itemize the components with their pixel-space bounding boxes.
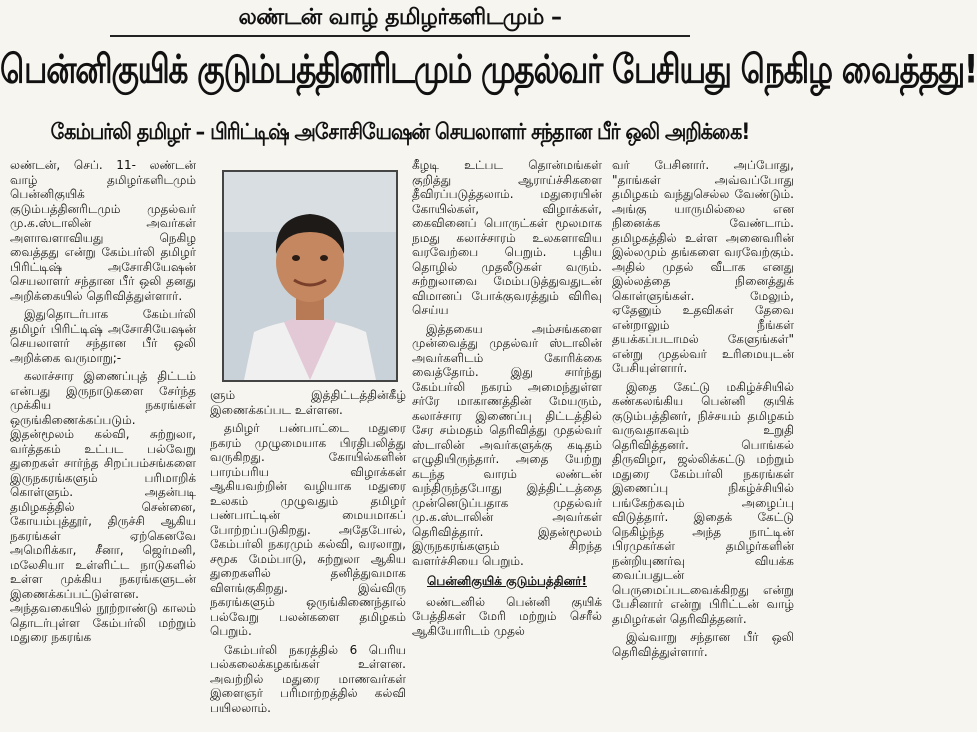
paragraph: கேம்பர்லி நகரத்தில் 6 பெரிய பல்கலைக்கழகங்கள் உள்ளன. அவற்றில் மதுரை மாணவர்கள் இளைஞர் பரிமாற்றத்தில் கல்வி பயிலலாம்.	[210, 642, 406, 715]
portrait-photo	[222, 170, 398, 382]
paragraph: லண்டனில் பென்னி குயிக் பேத்திகள் மேரி மற்றும் செரீல் ஆகியோரிடம் முதல்	[412, 594, 602, 638]
article-column-4	[612, 158, 794, 732]
kicker: லண்டன் வாழ் தமிழர்களிடமும் –	[238, 5, 562, 30]
paragraph: லண்டன், செப். 11- லண்டன் வாழ் தமிழர்களிடமும் பென்னிகுயிக் குடும்பத்தினரிடமும் முதல்வர் மு.க.ஸ்டாலின் அவர்கள் அளாவளாவியது நெகிழ வைத்தது என்று கேம்பர்லி தமிழர் பிரிட்டிஷ் அசோசியேஷன் செயலாளர் சந்தான பீர் ஒலி தனது அறிக்கையில் தெரிவித்துள்ளார்.	[10, 158, 196, 303]
paragraph: இத்தகைய அம்சங்களை முன்வைத்து முதல்வர் ஸ்டாலின் அவர்களிடம் கோரிக்கை வைத்தோம். இது சார்ந்து கேம்பர்லி நகரம் அமைந்துள்ள சர்ரே மாகாணத்தின் மேயரும், கலாச்சார இணைப்பு திட்டத்தில் சேர சம்மதம் தெரிவித்து முதல்வர் ஸ்டாலின் அவர்களுக்கு கடிதம் எழுதியிருந்தார். அதை யேற்று கடந்த வாரம் லண்டன் வந்திருந்தபோது இத்திட்டத்தை முன்னெடுப்பதாக முதல்வர் மு.க.ஸ்டாலின் அவர்கள் தெரிவித்தார். இதன்மூலம் இருநகரங்களும் சிறந்த வளர்ச்சியை பெறும்.	[412, 321, 602, 568]
section-subtitle: பென்னிகுயிக் குடும்பத்தினர்!	[427, 574, 587, 588]
article-column-3	[412, 158, 602, 732]
subhead: கேம்பர்லி தமிழர் – பிரிட்டிஷ் அசோசியேஷன் செயலாளர் சந்தான பீர் ஒலி அறிக்கை!	[50, 119, 750, 145]
headline: பென்னிகுயிக் குடும்பத்தினரிடமும் முதல்வர் பேசியது நெகிழ வைத்தது!	[0, 47, 977, 93]
article-column-2	[210, 388, 406, 732]
paragraph: ளும் இத்திட்டத்தின்கீழ் இணைக்கப்பட உள்ளன.	[210, 388, 406, 417]
paragraph: கலாச்சார இணைப்புத் திட்டம் என்பது இருநாடுகளை சேர்ந்த முக்கிய நகரங்கள் ஒருங்கிணைக்கப்படும். இதன்மூலம் கல்வி, சுற்றுலா, வர்த்தகம் உட்பட பல்வேறு துறைகள் சார்ந்த சிறப்பம்சங்களை இருநகரங்களும் பரிமாறிக் கொள்ளும். அதன்படி தமிழகத்தில் சென்னை, கோயம்புத்தூர், திருச்சி ஆகிய நகரங்கள் ஏற்கெனவே அமெரிக்கா, சீனா, ஜெர்மனி, மலேசியா உள்ளிட்ட நாடுகளில் உள்ள முக்கிய நகரங்களுடன் இணைக்கப்பட்டுள்ளன. அந்தவகையில் நூற்றாண்டு காலம் தொடர்புள்ள கேம்பர்லி மற்றும் மதுரை நகரங்க	[10, 369, 196, 644]
article-column-1	[10, 158, 196, 732]
paragraph: தமிழர் பண்பாட்டை மதுரை நகரம் முழுமையாக பிரதிபலித்து வருகிறது. கோயில்களின் பாரம்பரிய விழாக்கள் ஆகியவற்றின் வழியாக மதுரை உலகம் முழுவதும் தமிழர் பண்பாட்டின் மையமாகப் போற்றப்படுகிறது. அதேபோல், கேம்பர்லி நகரமும் கல்வி, வரலாறு, சமூக மேம்பாடு, சுற்றுலா ஆகிய துறைகளில் தனித்துவமாக விளங்குகிறது. இவ்விரு நகரங்களும் ஒருங்கிணைந்தால் பல்வேறு பலன்களை தமிழகம் பெறும்.	[210, 421, 406, 638]
paragraph: வர் பேசினார். அப்போது, "தாங்கள் அவ்வப்போது தமிழகம் வந்துசெல்ல வேண்டும். அங்கு யாருமில்லை என நினைக்க வேண்டாம். தமிழகத்தில் உள்ள அனைவரின் இல்லமும் தங்களை வரவேற்கும். அதில் முதல் வீடாக எனது இல்லத்தை நினைத்துக் கொள்ளுங்கள். மேலும், ஏதேனும் உதவிகள் தேவை என்றாலும் நீங்கள் தயக்கப்படாமல் கேளுங்கள்" என்று முதல்வர் உரிமையுடன் பேசியுள்ளார்.	[612, 158, 794, 375]
paragraph: கீழடி உட்பட தொன்மங்கள் குறித்து ஆராய்ச்சிகளை தீவிரப்படுத்தலாம். மதுரையின் கோயில்கள், விழாக்கள், கைவினைப் பொருட்கள் மூலமாக நமது கலாச்சாரம் உலகளாவிய வரவேற்பை பெறும். புதிய தொழில் முதலீடுகள் வரும். சுற்றுலாவை மேம்படுத்துவதுடன் விமானப் போக்குவரத்தும் விரிவு செய்ய	[412, 158, 602, 317]
portrait-illustration	[224, 172, 396, 380]
paragraph: இதை கேட்டு மகிழ்ச்சியில் கண்கலங்கிய பென்னி குயிக் குடும்பத்தினர், நிச்சயம் தமிழகம் வருவதாகவும் உறுதி தெரிவித்தனர். பொங்கல் திருவிழா, ஜல்லிக்கட்டு மற்றும் மதுரை கேம்பர்லி நகரங்கள் இணைப்பு நிகழ்ச்சியில் பங்கேற்கவும் அழைப்பு விடுத்தார். இதைக் கேட்டு நெகிழ்ந்த அந்த நாட்டின் பிரமுகர்கள் தமிழர்களின் நன்றியுணர்வு வியக்க வைப்பதுடன் பெருமைப்படவைக்கிறது என்று பேசினார் என்று பிரிட்டன் வாழ் தமிழர்கள் தெரிவித்தனர்.	[612, 379, 794, 626]
paragraph: இவ்வாறு சந்தான பீர் ஒலி தெரிவித்துள்ளார்.	[612, 630, 794, 659]
paragraph: இதுதொடர்பாக கேம்பர்லி தமிழர் பிரிட்டிஷ் அசோசியேஷன் செயலாளர் சந்தான பீர் ஒலி அறிக்கை வருமாறு;-	[10, 307, 196, 365]
